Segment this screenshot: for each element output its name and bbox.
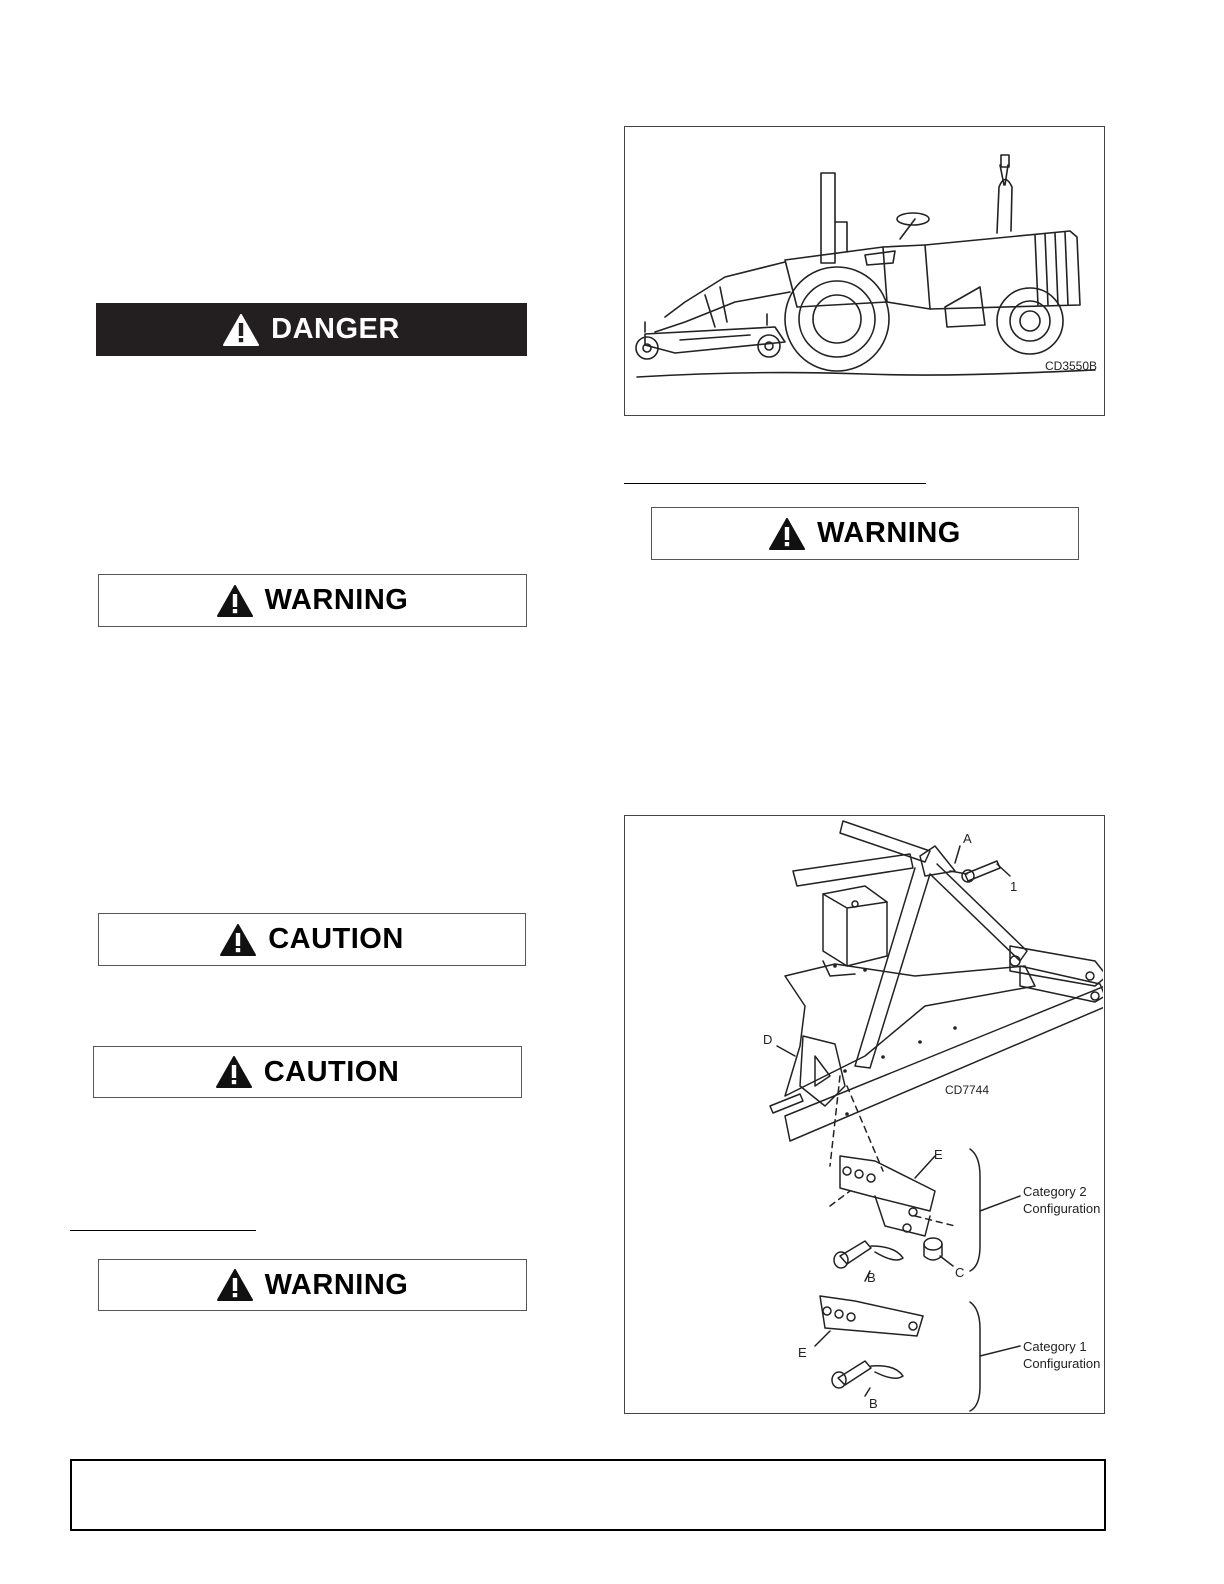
callout-e-upper: E [934,1147,943,1162]
warning-sign-3 [651,507,1079,560]
category-2-line2: Configuration [1023,1201,1101,1216]
category-1-line2: Configuration [1023,1356,1101,1371]
callout-b-upper: B [867,1270,876,1285]
tractor-figure-code: CD3550B [1045,359,1098,373]
warning-triangle-icon [223,314,259,346]
warning-sign-2 [98,1259,527,1311]
tractor-figure [624,126,1105,416]
caution-label-2: CAUTION [263,1055,400,1088]
hitch-figure [624,815,1105,1414]
tractor-illustration [625,127,1103,414]
warning-triangle-icon [217,1269,253,1301]
warning-triangle-icon [769,518,805,550]
warning-label-2: WARNING [264,1268,409,1301]
callout-b-lower: B [869,1396,878,1411]
category-2-line1: Category 2 [1023,1184,1087,1199]
callout-c: C [955,1265,965,1280]
caution-sign-1 [98,913,526,966]
caution-label-1: CAUTION [268,923,404,955]
caution-sign-2 [93,1046,522,1098]
warning-triangle-icon [220,924,256,956]
callout-e-lower: E [798,1345,807,1360]
section-rule-right [624,483,926,484]
callout-d: D [763,1032,773,1047]
warning-label-1: WARNING [264,584,409,616]
warning-triangle-icon [217,585,253,617]
category-1-line1: Category 1 [1023,1339,1087,1354]
danger-label: DANGER [271,313,400,345]
hitch-illustration [625,816,1103,1412]
callout-1: 1 [1010,879,1018,894]
section-rule-left [70,1230,256,1231]
danger-sign [96,303,527,356]
warning-triangle-icon [216,1056,252,1088]
warning-label-3: WARNING [817,517,961,549]
footer-box [70,1459,1106,1531]
hitch-figure-code: CD7744 [945,1083,990,1097]
warning-sign-1 [98,574,527,627]
callout-a: A [963,831,972,846]
